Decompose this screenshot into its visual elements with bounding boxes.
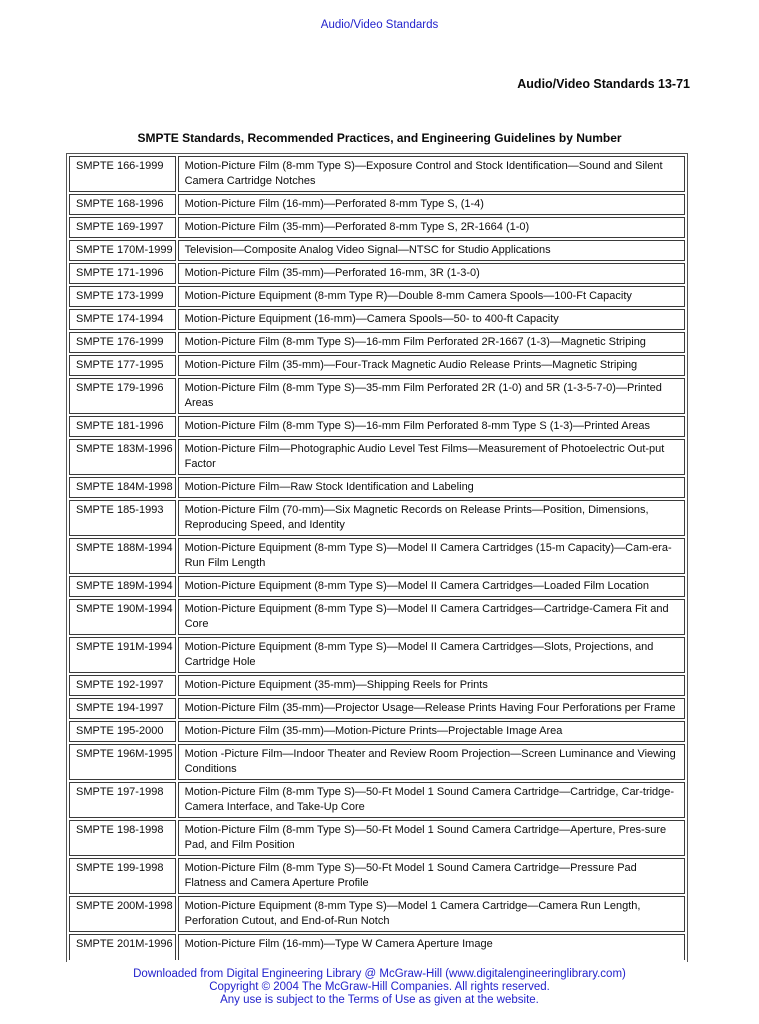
standard-number-cell: SMPTE 184M-1998 [69, 477, 176, 498]
standard-number-cell: SMPTE 195-2000 [69, 721, 176, 742]
standard-description-cell: Motion-Picture Film (8-mm Type S)—16-mm Film Perforated 8-mm Type S (1-3)—Printed Areas [178, 416, 685, 437]
table-title: SMPTE Standards, Recommended Practices, and Engineering Guidelines by Number [137, 131, 622, 145]
table-row [69, 782, 685, 818]
table-row [69, 698, 685, 719]
standard-number-cell: SMPTE 188M-1994 [69, 538, 176, 574]
standard-description-cell: Motion-Picture Film (8-mm Type S)—16-mm Film Perforated 2R-1667 (1-3)—Magnetic Striping [178, 332, 685, 353]
standard-number-cell: SMPTE 199-1998 [69, 858, 176, 894]
table-row [69, 416, 685, 437]
standard-description-cell: Motion-Picture Film—Photographic Audio Level Test Films—Measurement of Photoelectric Out-put Factor [178, 439, 685, 475]
standard-number-cell: SMPTE 196M-1995 [69, 744, 176, 780]
table-row [69, 194, 685, 215]
table-row [69, 477, 685, 498]
standard-description-cell: Motion-Picture Film (8-mm Type S)—50-Ft Model 1 Sound Camera Cartridge—Aperture, Pres-sure Pad, and Film Position [178, 820, 685, 856]
table-row [69, 721, 685, 742]
table-row [69, 500, 685, 536]
standard-description-cell: Motion -Picture Film—Indoor Theater and Review Room Projection—Screen Luminance and Viewing Conditions [178, 744, 685, 780]
standard-number-cell: SMPTE 179-1996 [69, 378, 176, 414]
standards-table [66, 153, 688, 962]
standard-number-cell: SMPTE 173-1999 [69, 286, 176, 307]
standard-number-cell: SMPTE 181-1996 [69, 416, 176, 437]
table-row [69, 576, 685, 597]
standard-description-cell: Motion-Picture Equipment (16-mm)—Camera Spools—50- to 400-ft Capacity [178, 309, 685, 330]
table-row [69, 439, 685, 475]
table-row [69, 896, 685, 932]
table-row [69, 744, 685, 780]
table-row [69, 538, 685, 574]
standard-description-cell: Motion-Picture Equipment (8-mm Type S)—Model II Camera Cartridges (15-m Capacity)—Cam-era-Run Film Length [178, 538, 685, 574]
standard-description-cell: Motion-Picture Equipment (8-mm Type S)—Model II Camera Cartridges—Loaded Film Location [178, 576, 685, 597]
table-row [69, 820, 685, 856]
standard-number-cell: SMPTE 177-1995 [69, 355, 176, 376]
standard-number-cell: SMPTE 189M-1994 [69, 576, 176, 597]
table-row [69, 286, 685, 307]
page-header: Audio/Video Standards 13-71 [517, 77, 690, 91]
standard-number-cell: SMPTE 183M-1996 [69, 439, 176, 475]
standard-number-cell: SMPTE 169-1997 [69, 217, 176, 238]
table-row [69, 240, 685, 261]
standard-number-cell: SMPTE 190M-1994 [69, 599, 176, 635]
table-row [69, 858, 685, 894]
standard-number-cell: SMPTE 168-1996 [69, 194, 176, 215]
standard-description-cell: Motion-Picture Equipment (8-mm Type S)—Model 1 Camera Cartridge—Camera Run Length, Perforation Cutout, and End-of-Run Notch [178, 896, 685, 932]
standard-description-cell: Motion-Picture Film (35-mm)—Motion-Picture Prints—Projectable Image Area [178, 721, 685, 742]
standard-number-cell: SMPTE 185-1993 [69, 500, 176, 536]
standard-description-cell: Motion-Picture Film (35-mm)—Projector Usage—Release Prints Having Four Perforations per Frame [178, 698, 685, 719]
standard-description-cell: Motion-Picture Equipment (8-mm Type S)—Model II Camera Cartridges—Slots, Projections, and Cartridge Hole [178, 637, 685, 673]
standard-number-cell: SMPTE 171-1996 [69, 263, 176, 284]
standard-description-cell: Motion-Picture Film (35-mm)—Four-Track Magnetic Audio Release Prints—Magnetic Striping [178, 355, 685, 376]
standard-number-cell: SMPTE 176-1999 [69, 332, 176, 353]
standards-table-body [69, 156, 685, 960]
standard-description-cell: Motion-Picture Film (8-mm Type S)—50-Ft Model 1 Sound Camera Cartridge—Cartridge, Car-tridge-Camera Interface, and Take-Up Core [178, 782, 685, 818]
table-row [69, 355, 685, 376]
standard-number-cell: SMPTE 191M-1994 [69, 637, 176, 673]
footer-terms-line: Any use is subject to the Terms of Use as given at the website. [220, 994, 539, 1006]
standard-description-cell: Motion-Picture Film (8-mm Type S)—35-mm Film Perforated 2R (1-0) and 5R (1-3-5-7-0)—Printed Areas [178, 378, 685, 414]
standard-description-cell: Motion-Picture Film (16-mm)—Type W Camera Aperture Image [178, 934, 685, 960]
standard-number-cell: SMPTE 198-1998 [69, 820, 176, 856]
standard-description-cell: Motion-Picture Film (35-mm)—Perforated 8-mm Type S, 2R-1664 (1-0) [178, 217, 685, 238]
standard-description-cell: Motion-Picture Film (35-mm)—Perforated 16-mm, 3R (1-3-0) [178, 263, 685, 284]
table-row [69, 156, 685, 192]
standard-description-cell: Motion-Picture Film (70-mm)—Six Magnetic Records on Release Prints—Position, Dimensions, Reproducing Speed, and Identity [178, 500, 685, 536]
table-row [69, 309, 685, 330]
standard-description-cell: Motion-Picture Film (8-mm Type S)—Exposure Control and Stock Identification—Sound and Silent Camera Cartridge Notches [178, 156, 685, 192]
table-row [69, 332, 685, 353]
table-row [69, 675, 685, 696]
footer-download-line: Downloaded from Digital Engineering Library @ McGraw-Hill (www.digitalengineeringlibrary.com) [133, 968, 626, 980]
table-row [69, 934, 685, 960]
standard-description-cell: Motion-Picture Film (8-mm Type S)—50-Ft Model 1 Sound Camera Cartridge—Pressure Pad Flatness and Camera Aperture Profile [178, 858, 685, 894]
standard-description-cell: Motion-Picture Film (16-mm)—Perforated 8-mm Type S, (1-4) [178, 194, 685, 215]
standard-description-cell: Motion-Picture Equipment (8-mm Type R)—Double 8-mm Camera Spools—100-Ft Capacity [178, 286, 685, 307]
standard-number-cell: SMPTE 200M-1998 [69, 896, 176, 932]
standard-number-cell: SMPTE 197-1998 [69, 782, 176, 818]
standard-description-cell: Motion-Picture Film—Raw Stock Identification and Labeling [178, 477, 685, 498]
standard-number-cell: SMPTE 170M-1999 [69, 240, 176, 261]
table-row [69, 217, 685, 238]
standard-number-cell: SMPTE 194-1997 [69, 698, 176, 719]
standard-description-cell: Television—Composite Analog Video Signal—NTSC for Studio Applications [178, 240, 685, 261]
standard-number-cell: SMPTE 201M-1996 [69, 934, 176, 960]
standard-description-cell: Motion-Picture Equipment (35-mm)—Shipping Reels for Prints [178, 675, 685, 696]
standard-number-cell: SMPTE 192-1997 [69, 675, 176, 696]
table-row [69, 599, 685, 635]
table-row [69, 263, 685, 284]
standard-number-cell: SMPTE 166-1999 [69, 156, 176, 192]
page-footer [0, 968, 759, 1007]
running-head: Audio/Video Standards [320, 19, 439, 31]
standard-description-cell: Motion-Picture Equipment (8-mm Type S)—Model II Camera Cartridges—Cartridge-Camera Fit and Core [178, 599, 685, 635]
table-row [69, 378, 685, 414]
footer-copyright-line: Copyright © 2004 The McGraw-Hill Companies. All rights reserved. [209, 981, 550, 993]
table-row [69, 637, 685, 673]
standard-number-cell: SMPTE 174-1994 [69, 309, 176, 330]
